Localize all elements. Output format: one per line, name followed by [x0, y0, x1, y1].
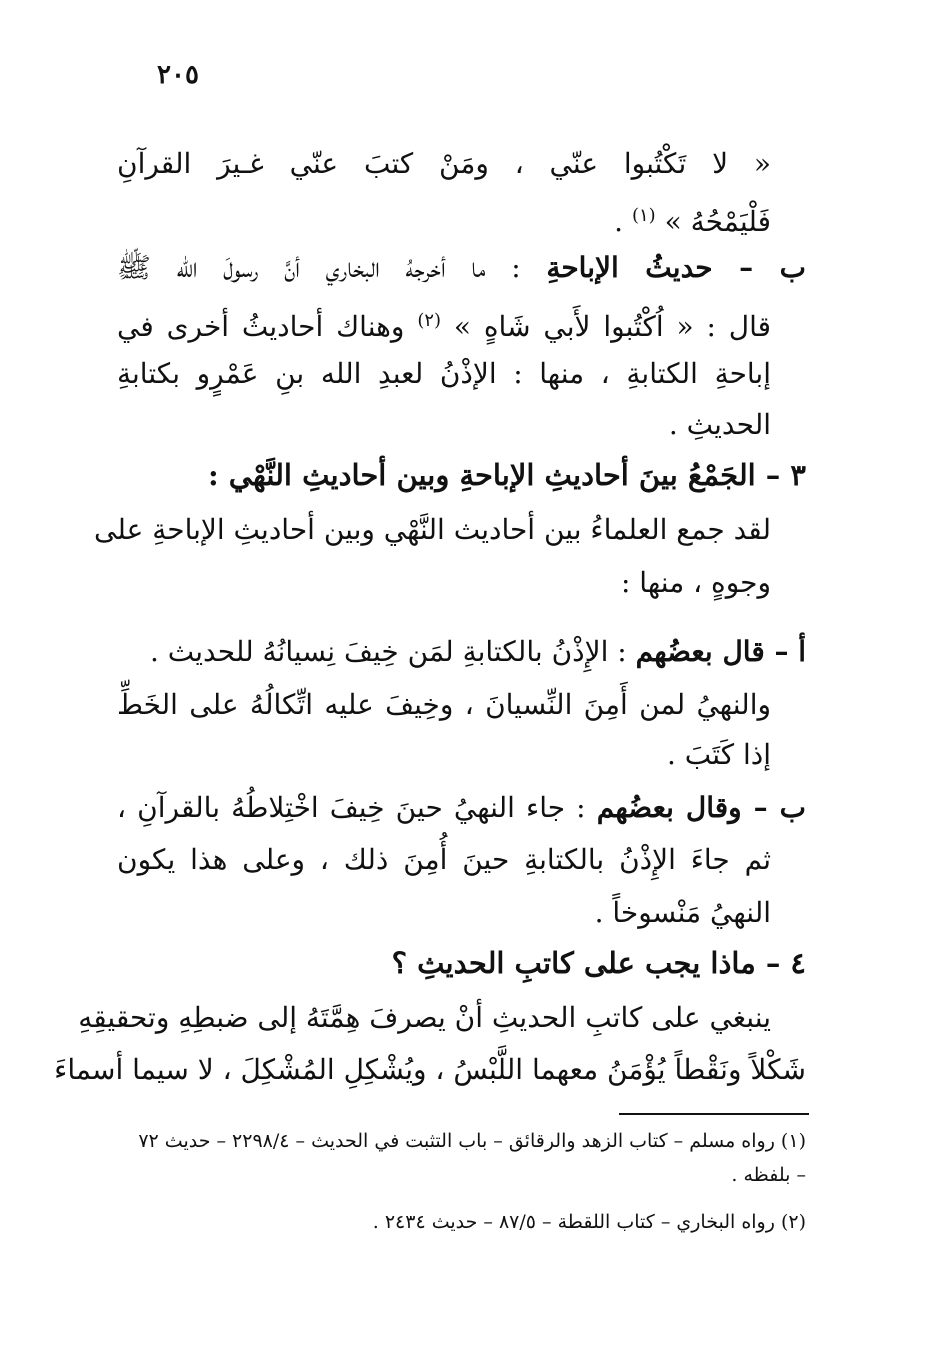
footnote-1: (١) رواه مسلم – كتاب الزهد والرقائق – باب التثبت في الحديث – ٢٢٩٨/٤ – حديث ٧٢: [138, 1130, 806, 1152]
footnote-1-continuation: – بلفظه .: [731, 1164, 806, 1186]
text-line: ثم جاءَ الإِذْنُ بالكتابةِ حينَ أُمِنَ ذلك ، وعلى هذا يكون: [117, 843, 771, 876]
subsection-text: : ما أخرجهُ البخاري أنَّ رسولَ الله ﷺ: [117, 251, 521, 284]
text-line: ينبغي على كاتبِ الحديثِ أنْ يصرفَ هِمَّتَهُ إلى ضبطِهِ وتحقيقِهِ: [78, 1001, 771, 1034]
section-heading-3: ٣ – الجَمْعُ بينَ أحاديثِ الإباحةِ وبين أحاديثِ النَّهْي :: [208, 458, 806, 492]
point-b-marker: ب – وقال بعضُهم: [596, 791, 806, 824]
footnote-ref-2: (٢): [417, 310, 442, 331]
text-line: [614, 196, 771, 242]
footnote-separator: [619, 1113, 809, 1115]
point-b-text: : جاء النهيُ حينَ خِيفَ اخْتِلاطُهُ بالقرآنِ ،: [117, 791, 586, 824]
text-line: لقد جمع العلماءُ بين أحاديث النَّهْي وبين أحاديثِ الإباحةِ على: [94, 513, 771, 546]
quote-end: فَلْيَمْحُهُ »: [664, 205, 771, 238]
text-line: إباحةِ الكتابةِ ، منها : الإذْنُ لعبدِ الله بنِ عَمْرٍو بكتابةِ: [117, 357, 771, 390]
text-line: والنهيُ لمن أَمِنَ النِّسيانَ ، وخِيفَ عليه اتِّكالُهُ على الخَطِّ: [117, 688, 771, 721]
text-line: الحديثِ .: [668, 408, 771, 441]
point-b: [117, 788, 806, 828]
text-line: « لا تَكْتُبوا عنّي ، ومَنْ كتبَ عنّي غـيرَ القرآنِ: [117, 147, 771, 180]
text-line: [117, 248, 806, 288]
text-continuation: وهناك أحاديثُ أخرى في: [117, 310, 405, 343]
section-heading-4: ٤ – ماذا يجب على كاتبِ الحديثِ ؟: [391, 946, 806, 980]
period: .: [614, 205, 624, 238]
footnote-2: (٢) رواه البخاري – كتاب اللقطة – ٨٧/٥ – حديث ٢٤٣٤ .: [372, 1211, 806, 1233]
text-line: شَكْلاً ونَقْطاً يُؤْمَنُ معهما اللَّبْسُ ، ويُشْكِلِ المُشْكِلَ ، لا سيما أسماءَ: [54, 1053, 806, 1086]
point-a: [150, 632, 806, 672]
text-line: [117, 301, 771, 347]
point-a-text: : الإِذْنُ بالكتابةِ لمَن خِيفَ نِسيانُهُ للحديث .: [149, 635, 627, 668]
page-number: ٢٠٥: [157, 60, 199, 90]
hadith-quote: قال : « اُكْتُبوا لأَبي شَاهٍ »: [453, 310, 771, 343]
subsection-title: ب – حديثُ الإباحةِ: [546, 251, 806, 284]
text-line: وجوهٍ ، منها :: [620, 566, 771, 599]
text-line: النهيُ مَنْسوخاً .: [594, 896, 771, 929]
footnote-ref-1: (١): [631, 205, 656, 226]
point-a-marker: أ – قال بعضُهم: [635, 635, 806, 668]
text-line: إذا كَتَبَ .: [666, 738, 771, 771]
